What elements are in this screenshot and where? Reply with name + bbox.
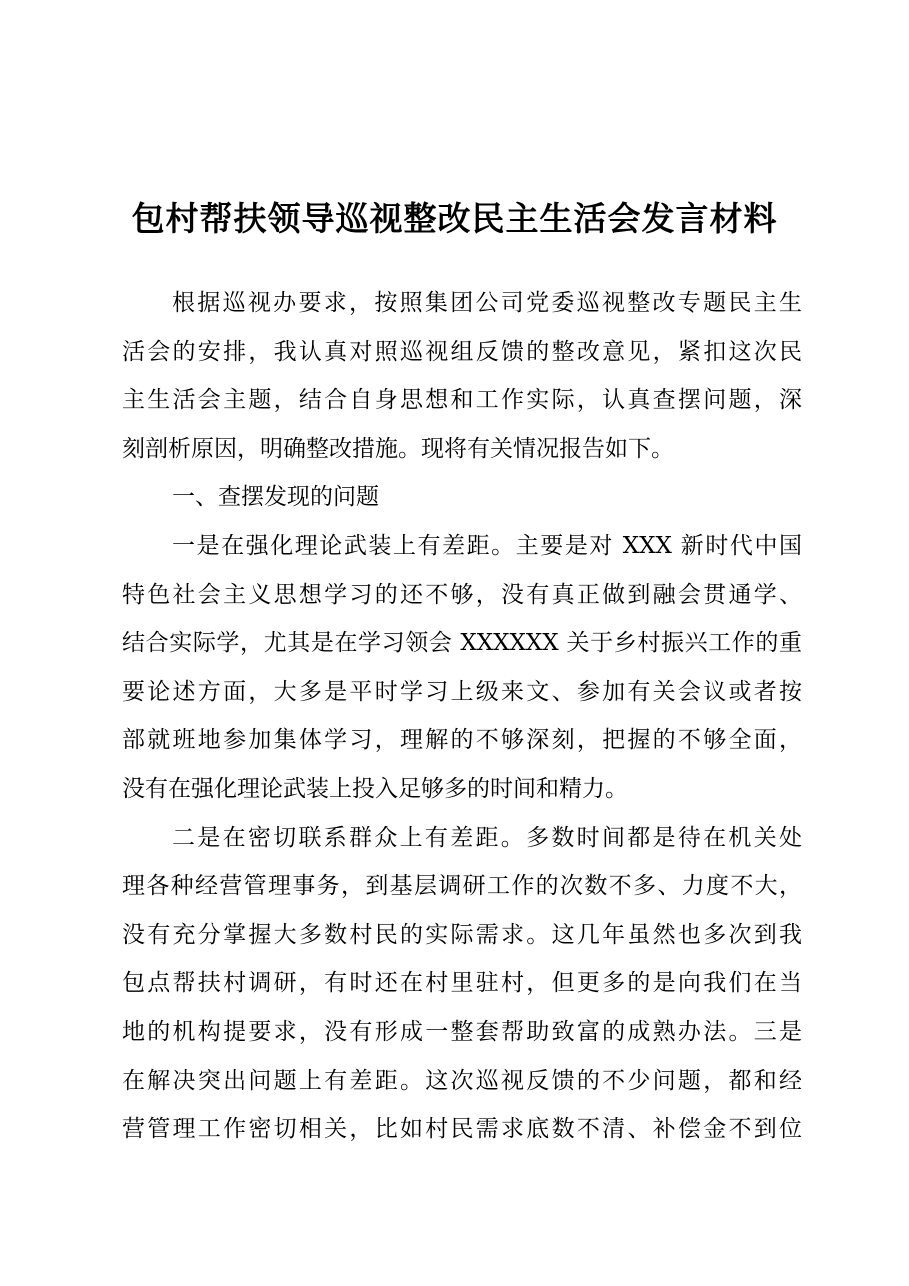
text-line: 包点帮扶村调研，有时还在村里驻村，但更多的是向我们在当: [122, 970, 802, 997]
text-line: 刻剖析原因，明确整改措施。现将有关情况报告如下。: [122, 435, 674, 462]
text-line: 营管理工作密切相关，比如村民需求底数不清、补偿金不到位: [122, 1116, 802, 1143]
text-line: 根据巡视办要求，按照集团公司党委巡视整改专题民主生: [172, 290, 802, 316]
text-line: 没有充分掌握大多数村民的实际需求。这几年虽然也多次到我: [122, 921, 802, 948]
text-line: 特色社会主义思想学习的还不够，没有真正做到融会贯通学、: [122, 581, 802, 608]
document-title: 包村帮扶领导巡视整改民主生活会发言材料: [131, 199, 778, 238]
text-line: 没有在强化理论武装上投入足够多的时间和精力。: [122, 775, 628, 802]
text-line: 部就班地参加集体学习，理解的不够深刻，把握的不够全面，: [122, 727, 802, 754]
text-line: 在解决突出问题上有差距。这次巡视反馈的不少问题，都和经: [122, 1067, 802, 1094]
text-line: 地的机构提要求，没有形成一整套帮助致富的成熟办法。三是: [122, 1018, 802, 1045]
document-body: [122, 279, 802, 1154]
text-line: 要论述方面，大多是平时学习上级来文、参加有关会议或者按: [122, 678, 802, 705]
text-line: 二是在密切联系群众上有差距。多数时间都是待在机关处: [172, 824, 802, 851]
text-line: 理各种经营管理事务，到基层调研工作的次数不多、力度不大，: [122, 873, 802, 900]
text-line: 一是在强化理论武装上有差距。主要是对 XXX 新时代中国: [172, 532, 802, 559]
text-line: 主生活会主题，结合自身思想和工作实际，认真查摆问题，深: [122, 387, 802, 414]
text-line: 一、查摆发现的问题: [172, 484, 379, 511]
text-line: 活会的安排，我认真对照巡视组反馈的整改意见，紧扣这次民: [122, 338, 802, 365]
text-line: 结合实际学，尤其是在学习领会 XXXXXX 关于乡村振兴工作的重: [122, 630, 802, 657]
